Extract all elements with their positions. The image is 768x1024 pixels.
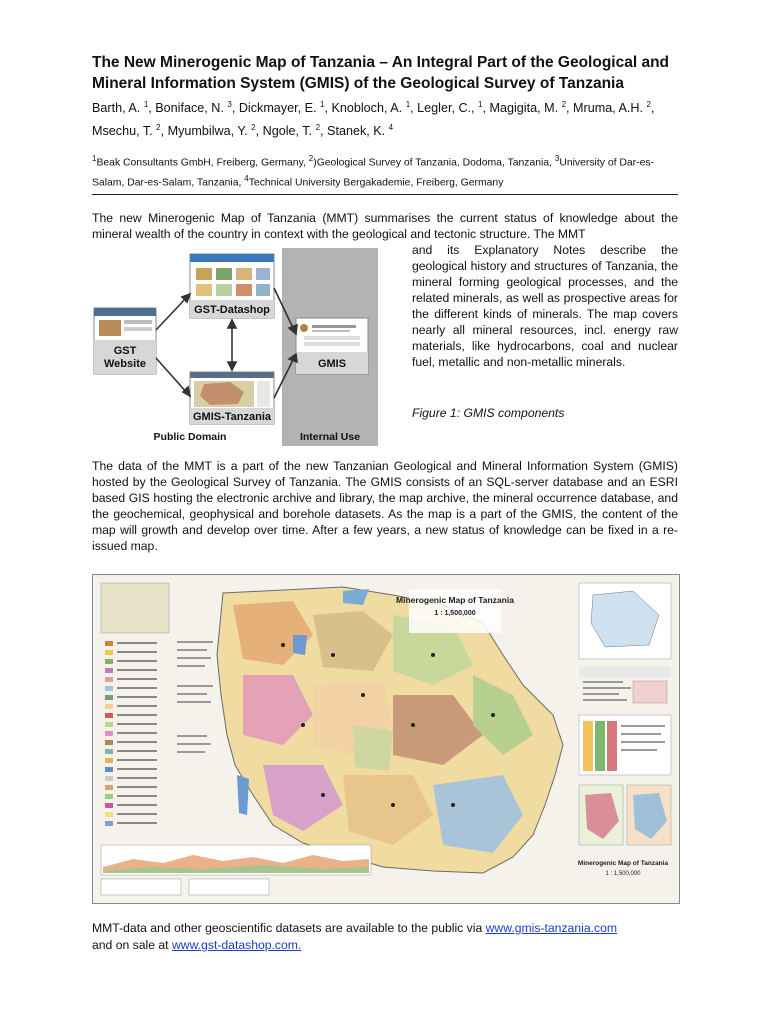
footer-text-2: and on sale at — [92, 938, 172, 952]
author-affiliation-mark: 2 — [315, 123, 321, 133]
author-list: Barth, A. $^1$, Boniface, N. $^3$, Dickmayer, E. $^1$, Knobloch, A. $^1$, Legler, C., $^1$, Magigita, M. $^2$, Mruma, A.H. $^2$, Msechu, T. $^2$, Myumbilwa, Y. $^2$, Ngole, T. $^2$, Stanek, K. $^4$ — [92, 100, 655, 139]
map-scale-small: 1 : 1,500,000 — [605, 871, 641, 877]
author-name: Legler, C., $^1$ — [417, 100, 483, 116]
author-affiliation-mark: 3 — [227, 100, 232, 109]
map-title: Minerogenic Map of Tanzania — [396, 595, 514, 605]
minerogenic-map-image — [92, 574, 680, 904]
figure-gmis-components — [92, 248, 402, 446]
footer-availability — [92, 920, 678, 954]
paragraph-intro: The new Minerogenic Map of Tanzania (MMT) summarises the current status of knowledge about the mineral wealth of the country in context with the geological and tectonic structure. The MMT — [92, 211, 678, 241]
author-name: Magigita, M. $^2$ — [489, 100, 567, 116]
author-affiliation-mark: 2 — [561, 100, 567, 109]
gst-website-label-line1: GST — [113, 345, 137, 357]
map-graphic — [93, 575, 679, 903]
affiliation-mark: 3 — [554, 154, 560, 164]
gst-website-label-line2: Website — [104, 358, 146, 370]
author-affiliation-mark: 2 — [646, 100, 651, 109]
gmis-tanzania-link[interactable]: www.gmis-tanzania.com — [485, 921, 618, 935]
affiliation-mark: 2 — [308, 154, 314, 164]
gst-datashop-label: GST-Datashop — [194, 304, 270, 316]
author-affiliation-mark: 1 — [320, 100, 325, 109]
document-page — [92, 52, 678, 952]
author-name: Ngole, T. $^2$ — [262, 123, 321, 139]
paragraph-gmis: The data of the MMT is a part of the new Tanzanian Geological and Mineral Information System (GMIS) hosted by the Geological Survey of Tanzania. The GMIS consists of an SQL-server database and an ESRI based GIS hosting the electronic archive and library, the map archive, the mineral occurrence database, and the geochemical, geophysical and borehole datasets. As the map is a part of the GMIS, the content of the map will growth and develop over time. After a few years, a new status of knowledge can be fixed in a re-issued map. — [92, 459, 678, 553]
affiliation-text: University of Dar-es-Salam, Dar-es-Salam, Tanzania, — [92, 157, 655, 189]
internal-use-label: Internal Use — [299, 431, 361, 443]
author-affiliation-mark: 1 — [143, 100, 149, 109]
author-name: Msechu, T. $^2$ — [92, 123, 161, 139]
figure-caption: Figure 1: GMIS components — [412, 406, 565, 420]
author-name: Mruma, A.H. $^2$ — [573, 100, 651, 116]
affiliations — [92, 151, 678, 190]
author-affiliation-mark: 2 — [156, 123, 161, 133]
author-affiliation-mark: 2 — [251, 123, 256, 133]
gst-datashop-thumbnail — [190, 254, 274, 318]
author-affiliation-mark: 4 — [388, 123, 394, 133]
map-title-small: Minerogenic Map of Tanzania — [577, 860, 669, 867]
paper-title: The New Minerogenic Map of Tanzania – An Integral Part of the Geological and Mineral Information System (GMIS) of the Geological Survey of Tanzania — [92, 54, 670, 92]
affiliation-text: )Geological Survey of Tanzania, Dodoma, Tanzania, — [313, 157, 555, 169]
author-name: Dickmayer, E. $^1$ — [238, 100, 325, 116]
paragraph-intro-continued: and its Explanatory Notes describe the geological history and structures of Tanzania, the mineral forming geological processes, and the related minerals, as well as prospective areas for the different kinds of minerals. The map covers nearly all mineral resources, incl. energy raw materials, like hydrocarbons, coal and nuclear fuel, metallic and non-metallic minerals. — [412, 243, 678, 369]
affiliation-mark: 1 — [92, 154, 97, 164]
map-scale: 1 : 1,500,000 — [434, 610, 476, 617]
gmis-tanzania-label: GMIS-Tanzania — [192, 411, 272, 423]
author-name: Barth, A. $^1$ — [92, 100, 149, 116]
footer-text-1: MMT-data and other geoscientific datasets are available to the public via — [92, 921, 486, 935]
affiliation-text: Technical University Bergakademie, Freiberg, Germany — [248, 177, 504, 189]
gmis-tanzania-thumbnail — [190, 372, 274, 424]
author-name: Myumbilwa, Y. $^2$ — [167, 123, 256, 139]
author-affiliation-mark: 1 — [405, 100, 411, 109]
author-affiliation-mark: 1 — [478, 100, 483, 109]
author-name: Knobloch, A. $^1$ — [331, 100, 411, 116]
header-divider — [92, 194, 678, 195]
affiliation-mark: 4 — [244, 173, 249, 183]
public-domain-label: Public Domain — [153, 431, 227, 443]
author-name: Boniface, N. $^3$ — [155, 100, 232, 116]
gst-website-thumbnail — [94, 308, 156, 374]
affiliation-text: Beak Consultants GmbH, Freiberg, Germany, — [96, 157, 309, 169]
gmis-thumbnail — [296, 318, 368, 374]
author-name: Stanek, K. $^4$ — [327, 123, 394, 139]
gmis-label: GMIS — [317, 358, 347, 370]
gst-datashop-link[interactable]: www.gst-datashop.com. — [171, 938, 302, 952]
